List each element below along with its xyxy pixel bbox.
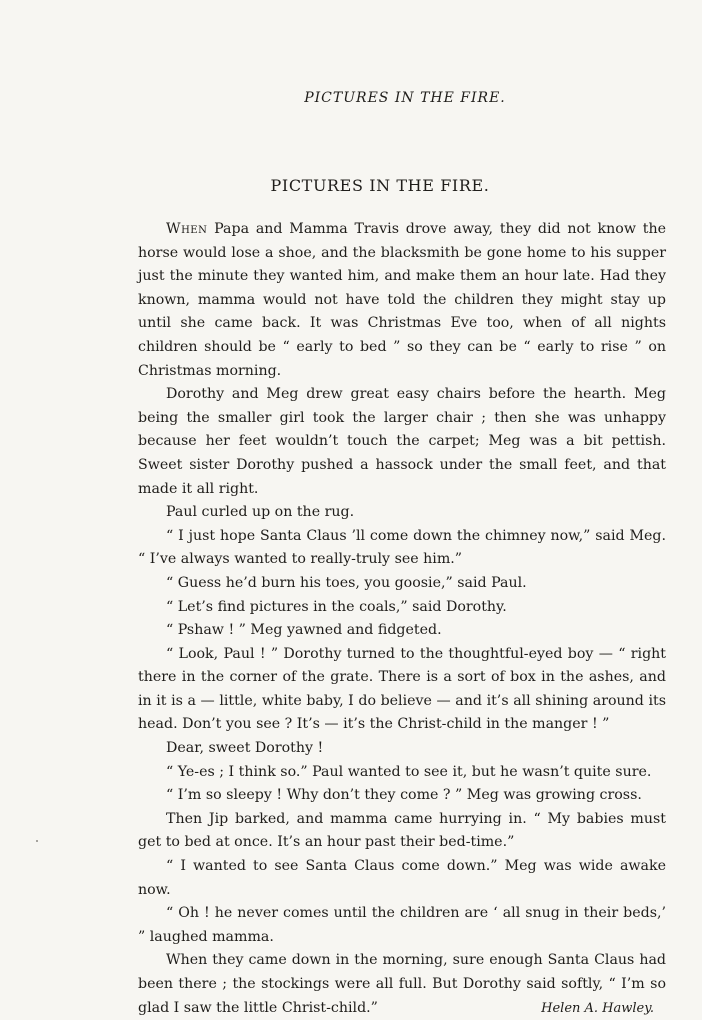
paragraph-5: “ Guess he’d burn his toes, you goosie,” said Paul. — [166, 574, 527, 591]
running-header: PICTURES IN THE FIRE. — [304, 90, 506, 106]
paragraph-15-text: When they came down in the morning, sure enough Santa Claus had been there ; the stockings were all full. But Dorothy said softly, “ I’m so glad I saw the little Christ-child.” — [138, 952, 666, 1016]
paragraph-6: “ Let’s find pictures in the coals,” said Dorothy. — [166, 598, 507, 615]
paragraph-10: “ Ye-es ; I think so.” Paul wanted to see it, but he wasn’t quite sure. — [166, 763, 652, 780]
paragraph-12: Then Jip barked, and mamma came hurrying in. “ My babies must get to bed at once. It’s an hour past their bed-time.” — [138, 810, 666, 851]
opening-word: When — [166, 221, 208, 237]
author-signature: Helen A. Hawley. — [541, 1000, 654, 1016]
paragraph-14: “ Oh ! he never comes until the children are ‘ all snug in their beds,’ ” laughed mamma. — [138, 905, 666, 945]
paragraph-7: “ Pshaw ! ” Meg yawned and fidgeted. — [166, 622, 442, 639]
paragraph-13: “ I wanted to see Santa Claus come down.” Meg was wide awake now. — [138, 858, 666, 898]
page-title: PICTURES IN THE FIRE. — [270, 176, 490, 195]
paragraph-9: Dear, sweet Dorothy ! — [166, 740, 324, 757]
paper-speck — [36, 840, 38, 842]
paragraph-11: “ I’m so sleepy ! Why don’t they come ? ” Meg was growing cross. — [166, 787, 642, 804]
paragraph-1 — [138, 218, 666, 383]
paragraph-4: “ I just hope Santa Claus ’ll come down the chimney now,” said Meg. “ I’ve always wanted to really-truly see him.” — [138, 527, 666, 568]
story-text — [138, 218, 666, 1020]
paragraph-2: Dorothy and Meg drew great easy chairs before the hearth. Meg being the smaller girl took the larger chair ; then she was unhappy because her feet wouldn’t touch the carpet; Meg was a bit pettish. Sweet sister Dorothy pushed a hassock under the small feet, and that made it all right. — [138, 386, 666, 497]
paragraph-8: “ Look, Paul ! ” Dorothy turned to the thoughtful-eyed boy — “ right there in the corner of the grate. There is a sort of box in the ashes, and in it is a — little, white baby, I do believe — and it’s all shining around its head. Don’t you see ? It’s — it’s the Christ-child in the manger ! ” — [138, 645, 666, 733]
paragraph-3: Paul curled up on the rug. — [166, 504, 355, 521]
paragraph-15 — [138, 949, 666, 1020]
paragraph-1-text: Papa and Mamma Travis drove away, they did not know the horse would lose a shoe, and the blacksmith be gone home to his supper just the minute they wanted him, and make them an hour late. Had they known, mamma would not have told the children they might stay up until she came back. It was Christmas Eve too, when of all nights children should be “ early to bed ” so they can be “ early to rise ” on Christmas morning. — [138, 221, 666, 379]
